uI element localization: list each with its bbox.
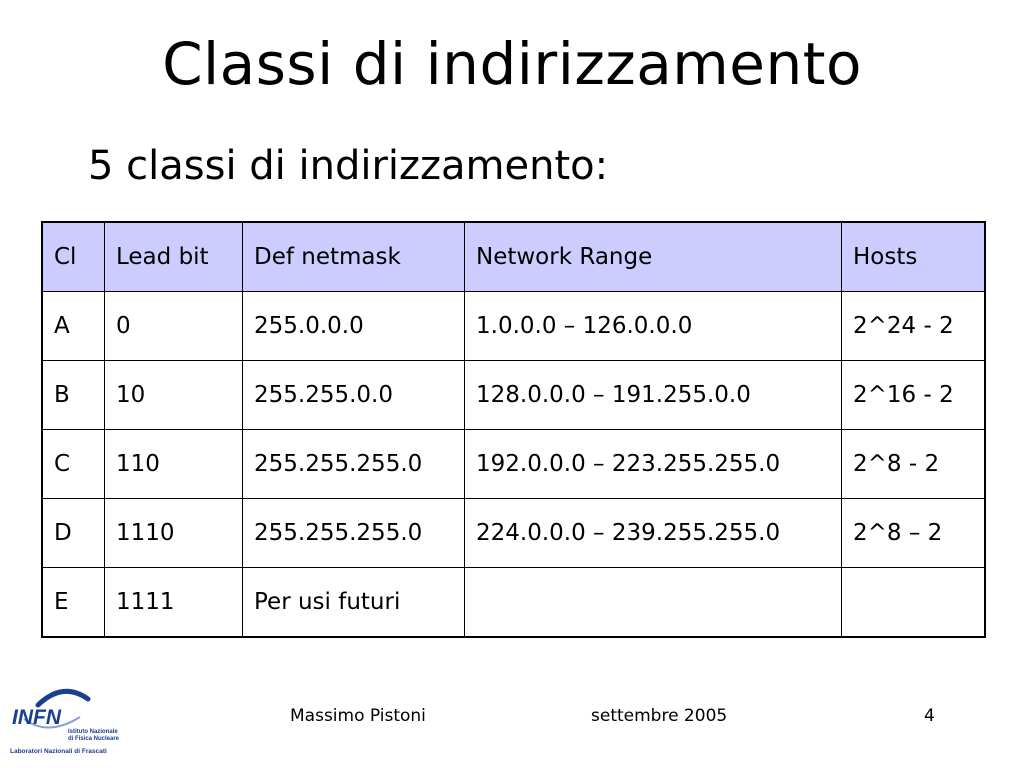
slide-subtitle: 5 classi di indirizzamento: — [88, 143, 609, 189]
cell-class: E — [42, 568, 105, 638]
cell-lead-bit: 1111 — [105, 568, 243, 638]
cell-hosts: 2^16 - 2 — [842, 361, 986, 430]
infn-logo-icon — [8, 677, 128, 763]
cell-network-range — [465, 568, 842, 638]
table-header-row — [42, 222, 985, 292]
cell-class: A — [42, 292, 105, 361]
logo-text: INFN — [12, 706, 61, 729]
cell-netmask: Per usi futuri — [243, 568, 465, 638]
cell-lead-bit: 10 — [105, 361, 243, 430]
cell-network-range: 192.0.0.0 – 223.255.255.0 — [465, 430, 842, 499]
cell-netmask: 255.0.0.0 — [243, 292, 465, 361]
cell-hosts: 2^24 - 2 — [842, 292, 986, 361]
footer-page-number: 4 — [924, 706, 935, 726]
header-lead-bit: Lead bit — [105, 222, 243, 292]
cell-netmask: 255.255.255.0 — [243, 430, 465, 499]
cell-hosts: 2^8 – 2 — [842, 499, 986, 568]
cell-netmask: 255.255.255.0 — [243, 499, 465, 568]
table-row — [42, 361, 985, 430]
table-row — [42, 568, 985, 638]
address-classes-table — [41, 221, 986, 638]
cell-lead-bit: 0 — [105, 292, 243, 361]
header-hosts: Hosts — [842, 222, 986, 292]
cell-lead-bit: 1110 — [105, 499, 243, 568]
table-row — [42, 499, 985, 568]
cell-hosts — [842, 568, 986, 638]
slide-title: Classi di indirizzamento — [162, 30, 862, 98]
table-row — [42, 430, 985, 499]
logo-line1: Istituto Nazionale — [68, 729, 118, 735]
header-class: Cl — [42, 222, 105, 292]
cell-hosts: 2^8 - 2 — [842, 430, 986, 499]
footer-author: Massimo Pistoni — [290, 706, 426, 726]
header-def-netmask: Def netmask — [243, 222, 465, 292]
cell-network-range: 1.0.0.0 – 126.0.0.0 — [465, 292, 842, 361]
logo-line3: Laboratori Nazionali di Frascati — [10, 748, 107, 755]
header-network-range: Network Range — [465, 222, 842, 292]
cell-network-range: 128.0.0.0 – 191.255.0.0 — [465, 361, 842, 430]
table-row — [42, 292, 985, 361]
cell-class: D — [42, 499, 105, 568]
cell-network-range: 224.0.0.0 – 239.255.255.0 — [465, 499, 842, 568]
cell-lead-bit: 110 — [105, 430, 243, 499]
cell-class: C — [42, 430, 105, 499]
cell-class: B — [42, 361, 105, 430]
logo-line2: di Fisica Nucleare — [68, 736, 120, 742]
cell-netmask: 255.255.0.0 — [243, 361, 465, 430]
footer-date: settembre 2005 — [591, 706, 728, 726]
